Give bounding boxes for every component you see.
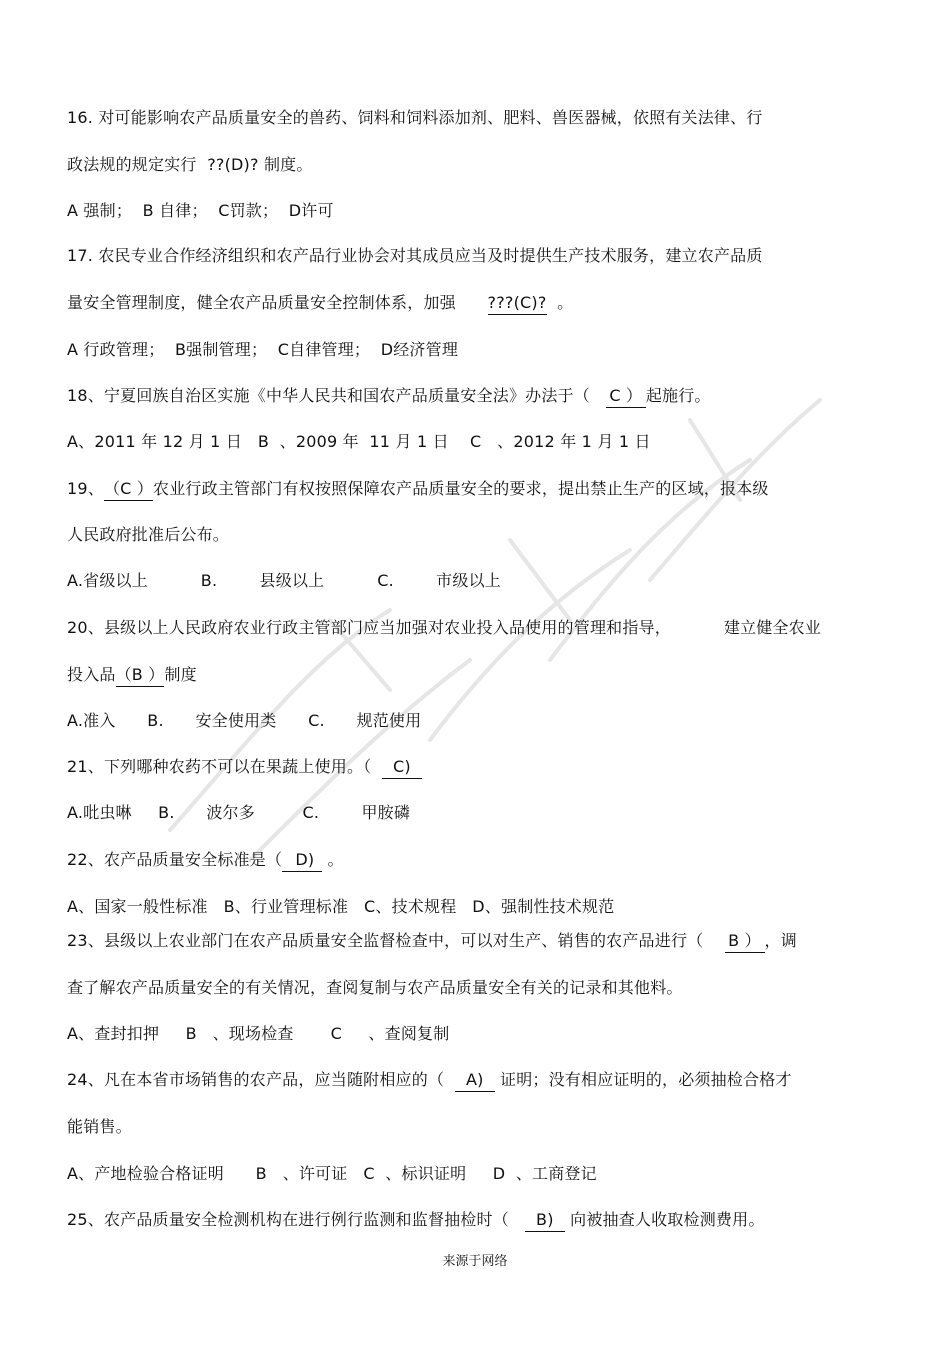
q18-answer: C ） [606, 385, 646, 408]
q21-answer: C) [382, 756, 422, 779]
q21-options: A.吡虫啉 B. 波尔多 C. 甲胺磷 [67, 803, 411, 822]
q23-answer: B ） [725, 930, 765, 953]
q24-text-b: 证明；没有相应证明的，必须抽检合格才 [494, 1070, 792, 1089]
q25-text-a: 25、农产品质量安全检测机构在进行例行监测和监督抽检时（ [67, 1210, 525, 1229]
q20-line1: 20、县级以上人民政府农业行政主管部门应当加强对农业投入品使用的管理和指导， 建立健全农业 [67, 618, 822, 637]
q24-line2: 能销售。 [67, 1117, 132, 1136]
q17-text-b: 。 [546, 293, 574, 312]
q18-line1 [67, 385, 711, 408]
page-footer: 来源于网络 [442, 1254, 508, 1269]
q17-answer: ???(C)? [488, 292, 547, 315]
q23-line1 [67, 930, 797, 953]
q20-line2 [67, 664, 197, 687]
q16-options: A 强制； B 自律； C罚款； D许可 [67, 201, 334, 220]
q19-line2: 人民政府批准后公布。 [67, 525, 230, 544]
q23-text-a: 23、县级以上农业部门在农产品质量安全监督检查中，可以对生产、销售的农产品进行（ [67, 931, 725, 950]
q20-answer: （B ） [116, 664, 165, 687]
q20-text-a: 投入品 [67, 665, 116, 684]
q16-line2 [67, 154, 313, 176]
q17-text-a: 量安全管理制度，健全农产品质量安全控制体系，加强 [67, 293, 488, 312]
q25-text-b: 向被抽查人收取检测费用。 [564, 1210, 765, 1229]
q22-line1 [67, 849, 344, 872]
q20-options: A.准入 B. 安全使用类 C. 规范使用 [67, 711, 422, 730]
q17-options: A 行政管理； B强制管理； C自律管理； D经济管理 [67, 340, 459, 359]
q18-text-a: 18、宁夏回族自治区实施《中华人民共和国农产品质量安全法》办法于（ [67, 386, 606, 405]
q23-line2: 查了解农产品质量安全的有关情况，查阅复制与农产品质量安全有关的记录和其他料。 [67, 978, 683, 997]
q18-text-b: 起施行。 [645, 386, 711, 405]
q16-text-a: 政法规的规定实行 [67, 155, 208, 174]
q24-options: A、产地检验合格证明 B 、许可证 C 、标识证明 D 、工商登记 [67, 1164, 597, 1183]
q17-line2 [67, 292, 573, 315]
q16-line1: 16. 对可能影响农产品质量安全的兽药、饲料和饲料添加剂、肥料、兽医器械，依照有关法律、行 [67, 108, 763, 127]
q21-line1 [67, 756, 422, 779]
q23-text-b: ，调 [764, 931, 797, 950]
q20-text-b: 制度 [164, 665, 197, 684]
q24-text-a: 24、凡在本省市场销售的农产品，应当随附相应的（ [67, 1070, 455, 1089]
q19-options: A.省级以上 B. 县级以上 C. 市级以上 [67, 571, 501, 590]
q22-text-b: 。 [322, 850, 344, 869]
q17-line1: 17. 农民专业合作经济组织和农产品行业协会对其成员应当及时提供生产技术服务，建立农产品质 [67, 246, 763, 265]
q25-answer: B) [525, 1209, 565, 1232]
q24-answer: A) [455, 1069, 495, 1092]
q21-text-a: 21、下列哪种农药不可以在果蔬上使用。（ [67, 757, 382, 776]
q22-text-a: 22、农产品质量安全标准是（ [67, 850, 283, 869]
q22-options: A、国家一般性标准 B、行业管理标准 C、技术规程 D、强制性技术规范 [67, 897, 615, 916]
q24-line1 [67, 1069, 792, 1092]
q16-text-b: 制度。 [258, 155, 313, 174]
q18-options: A、2011 年 12 月 1 日 B 、2009 年 11 月 1 日 C 、2012 年 1 月 1 日 [67, 432, 651, 451]
q19-text-b: 农业行政主管部门有权按照保障农产品质量安全的要求，提出禁止生产的区域，报本级 [153, 479, 769, 498]
q19-text-a: 19、 [67, 479, 104, 498]
q22-answer: D) [282, 849, 322, 872]
q19-line1 [67, 478, 769, 501]
q16-answer: ??(D)? [207, 155, 259, 174]
q23-options: A、查封扣押 B 、现场检查 C 、查阅复制 [67, 1024, 450, 1043]
q19-answer: （C ） [104, 478, 153, 501]
q25-line1 [67, 1209, 765, 1232]
